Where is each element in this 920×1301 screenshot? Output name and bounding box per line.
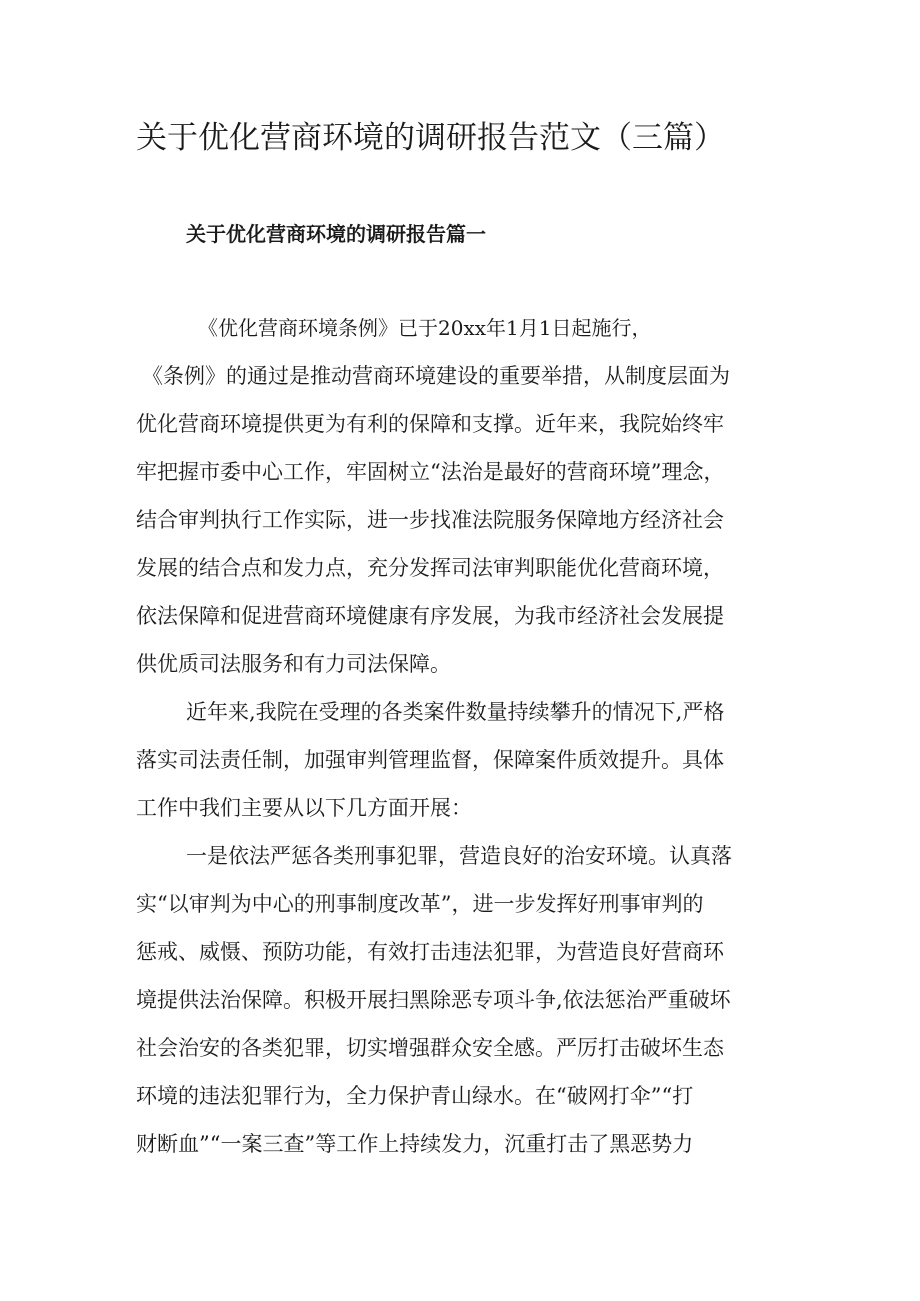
paragraph-line: 实“以审判为中心的刑事制度改革”，进一步发挥好刑事审判的 (136, 892, 704, 916)
paragraph-line: 工作中我们主要从以下几方面开展： (136, 796, 472, 820)
paragraph-line: 惩戒、威慑、预防功能，有效打击违法犯罪，为营造良好营商环 (136, 940, 724, 964)
paragraph-line: 境提供法治保障。积极开展扫黑除恶专项斗争,依法惩治严重破坏 (136, 988, 731, 1012)
paragraph-line: 《优化营商环境条例》已于20xx年1月1日起施行， (198, 316, 652, 340)
paragraph-line: 结合审判执行工作实际，进一步找准法院服务保障地方经济社会 (136, 508, 724, 532)
paragraph-line: 发展的结合点和发力点，充分发挥司法审判职能优化营商环境， (136, 556, 724, 580)
paragraph-line: 一是依法严惩各类刑事犯罪，营造良好的治安环境。认真落 (186, 844, 732, 868)
paragraph-line: 社会治安的各类犯罪，切实增强群众安全感。严厉打击破坏生态 (136, 1036, 724, 1060)
paragraph-line: 优化营商环境提供更为有利的保障和支撑。近年来，我院始终牢 (136, 412, 724, 436)
section-heading: 关于优化营商环境的调研报告篇一 (186, 222, 486, 246)
paragraph-line: 依法保障和促进营商环境健康有序发展，为我市经济社会发展提 (136, 604, 724, 628)
document-title: 关于优化营商环境的调研报告范文（三篇） (136, 120, 725, 156)
paragraph-line: 《条例》的通过是推动营商环境建设的重要举措，从制度层面为 (142, 364, 730, 388)
paragraph-line: 落实司法责任制，加强审判管理监督，保障案件质效提升。具体 (136, 748, 724, 772)
paragraph-line: 近年来,我院在受理的各类案件数量持续攀升的情况下,严格 (186, 700, 725, 724)
paragraph-line: 环境的违法犯罪行为，全力保护青山绿水。在“破网打伞”“打 (136, 1084, 694, 1108)
paragraph-line: 供优质司法服务和有力司法保障。 (136, 652, 451, 676)
paragraph-line: 牢把握市委中心工作，牢固树立“法治是最好的营商环境”理念， (136, 460, 725, 484)
paragraph-line: 财断血”“一案三查”等工作上持续发力，沉重打击了黑恶势力 (136, 1132, 694, 1156)
